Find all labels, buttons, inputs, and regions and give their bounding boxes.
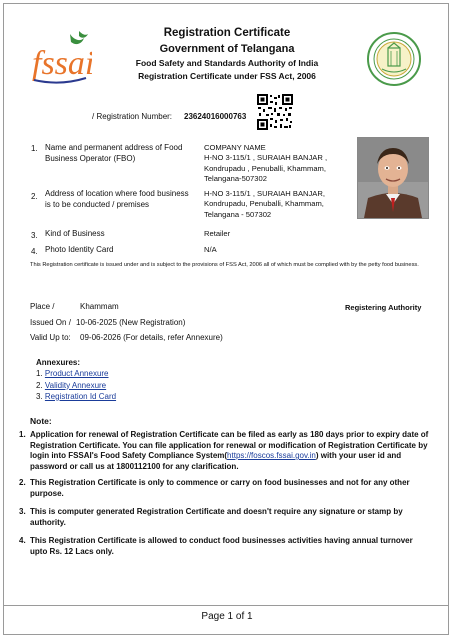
note-4-text: This Registration Certificate is allowed to conduct food businesses activities having annual turnover upto Rs. 12 Lacs only. [30, 536, 413, 556]
annexure-item [36, 391, 116, 402]
note-1-text-b: ) with your user id and password or call us at 1800112100 for any clarification. [30, 451, 402, 471]
page-number: Page 1 of 1 [201, 611, 253, 622]
issued-label: Issued On / [30, 318, 71, 327]
disclaimer: This Registration certificate is issued under and is subject to the provisions of FSS Act, 2006 all of which must be complied with by the petty food business. [30, 262, 419, 268]
validity-annexure-link[interactable]: Validity Annexure [44, 380, 107, 390]
field-2-value-line: Telangana - 507302 [204, 209, 272, 219]
note-1-text-a: Application for renewal of Registration Certificate can be filed as early as 180 days prior to expiry date of Registration Certificate. You can file application for renewal or modification of Registration Certificate by login into FSSAI's Food Safety Compliance System( [30, 430, 429, 460]
note-number: 4. [19, 536, 26, 545]
issued-value: 10-06-2025 (New Registration) [76, 318, 186, 327]
field-2-value-line: H-NO 3-115/1 , SURAIAH BANJAR, [204, 189, 325, 198]
field-2-label-line1: Address of location where food business [45, 189, 189, 198]
valid-label: Valid Up to: [30, 333, 71, 342]
field-1-label-line2: Business Operator (FBO) [45, 154, 136, 163]
annexures [36, 357, 116, 402]
qr-code [256, 93, 294, 131]
registration-id-card-link[interactable]: Registration Id Card [44, 391, 117, 401]
place-value: Khammam [80, 302, 119, 311]
annexure-number: 2. [36, 380, 43, 390]
annexure-number: 3. [36, 391, 43, 401]
fbo-photo [357, 137, 429, 219]
note-2-text: This Registration Certificate is only to commence or carry on food businesses and not for any other purpose. [30, 478, 410, 498]
field-1-value-line: H-NO 3-115/1 , SURAIAH BANJAR , [204, 153, 328, 163]
note-number: 2. [19, 478, 26, 487]
note-number: 3. [19, 507, 26, 516]
field-2-value [204, 189, 325, 220]
act-line: Registration Certificate under FSS Act, 2006 [138, 71, 316, 81]
field-1-label-line1: Name and permanent address of Food [45, 143, 183, 152]
field-3-number: 3. [31, 231, 38, 240]
foscos-link[interactable]: https://foscos.fssai.gov.in [227, 451, 316, 460]
annexure-item [36, 380, 116, 391]
annexure-item [36, 368, 116, 379]
footer-divider [3, 605, 449, 606]
logo-text: fssai [32, 45, 92, 82]
place-label: Place / [30, 302, 55, 311]
government-line: Government of Telangana [159, 43, 295, 55]
field-2-label-line2: is to be conducted / premises [45, 200, 150, 209]
title: Registration Certificate [163, 27, 291, 39]
registering-authority: Registering Authority [345, 303, 422, 312]
note-title: Note: [30, 416, 52, 426]
field-1-value-line: Kondrupadu , Penuballi, Khammam, [204, 163, 326, 173]
authority-line: Food Safety and Standards Authority of India [135, 58, 319, 68]
telangana-seal [366, 31, 422, 87]
field-1-number: 1. [31, 144, 38, 153]
registration-label: / Registration Number: [92, 112, 173, 121]
field-1-value [204, 143, 327, 184]
note-4 [19, 536, 430, 557]
qr-code-icon [256, 93, 294, 131]
field-1-value-line: COMPANY NAME [204, 143, 266, 152]
field-1-value-line: Telangana-507302 [204, 173, 267, 183]
note-1 [19, 430, 430, 472]
note-2 [19, 478, 430, 499]
annexure-number: 1. [36, 369, 43, 379]
field-4-label: Photo Identity Card [45, 245, 114, 254]
note-number: 1. [19, 430, 26, 439]
field-3-value: Retailer [204, 229, 231, 238]
state-emblem-icon [366, 31, 422, 87]
field-4-value: N/A [204, 245, 217, 254]
note-3 [19, 507, 430, 528]
registration-number: 23624016000763 [184, 112, 247, 121]
field-2-value-line: Kondrupadu, Penuballi, Khammam, [204, 199, 324, 209]
note-3-text: This is computer generated Registration Certificate and doesn't require any signature or stamp by authority. [30, 507, 403, 527]
valid-value: 09-06-2026 (For details, refer Annexure) [80, 333, 223, 342]
field-2-number: 2. [31, 192, 38, 201]
product-annexure-link[interactable]: Product Annexure [44, 369, 109, 379]
person-photo-icon [358, 138, 428, 218]
annexures-title: Annexures: [36, 358, 81, 367]
field-3-label: Kind of Business [45, 229, 105, 238]
field-4-number: 4. [31, 247, 38, 256]
